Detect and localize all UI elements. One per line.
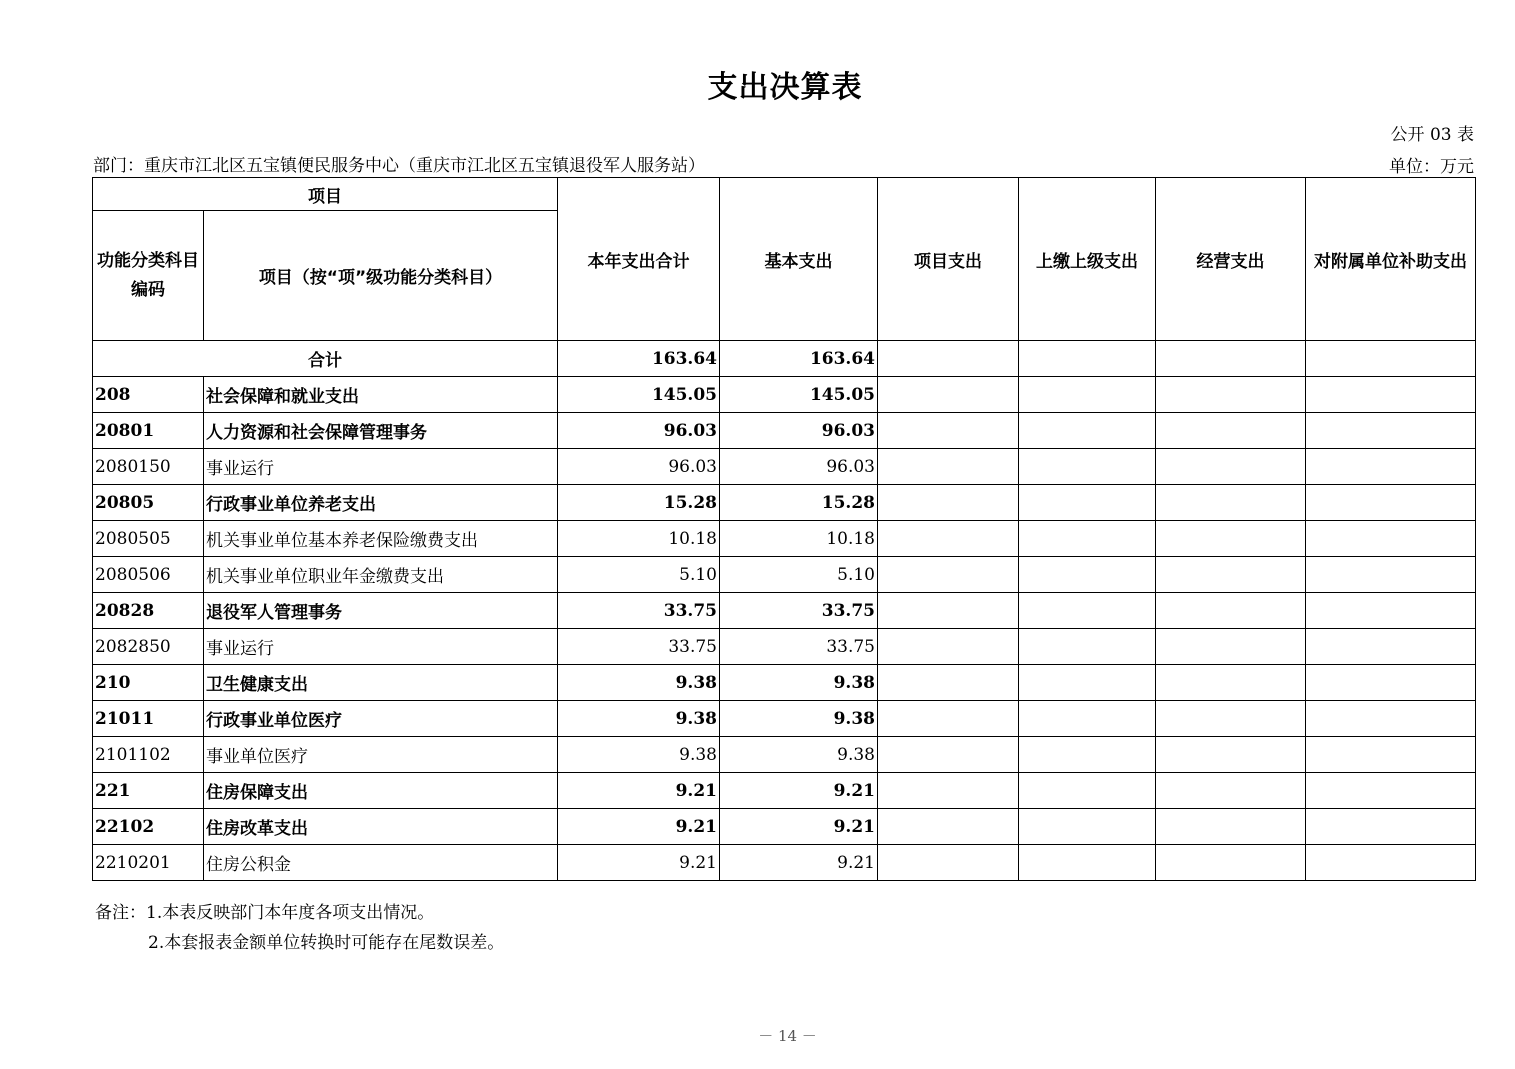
total-cell: 9.38 bbox=[558, 737, 720, 773]
basic-cell: 33.75 bbox=[720, 629, 878, 665]
empty-cell bbox=[878, 629, 1019, 665]
total-cell: 9.21 bbox=[558, 773, 720, 809]
empty-cell bbox=[878, 521, 1019, 557]
empty-cell bbox=[1156, 593, 1306, 629]
name-cell: 行政事业单位养老支出 bbox=[204, 485, 558, 521]
empty-cell bbox=[878, 413, 1019, 449]
total-cell: 15.28 bbox=[558, 485, 720, 521]
name-cell: 住房改革支出 bbox=[204, 809, 558, 845]
header-basic: 基本支出 bbox=[720, 178, 878, 341]
empty-cell bbox=[878, 485, 1019, 521]
empty-cell bbox=[1019, 521, 1156, 557]
empty-cell bbox=[1019, 665, 1156, 701]
code-cell: 2210201 bbox=[93, 845, 204, 881]
total-cell: 96.03 bbox=[558, 449, 720, 485]
header-subsidiary: 对附属单位补助支出 bbox=[1306, 178, 1476, 341]
empty-cell bbox=[1156, 773, 1306, 809]
basic-cell: 15.28 bbox=[720, 485, 878, 521]
basic-cell: 145.05 bbox=[720, 377, 878, 413]
name-cell: 退役军人管理事务 bbox=[204, 593, 558, 629]
form-number: 公开 03 表 bbox=[1390, 125, 1474, 145]
name-cell: 行政事业单位医疗 bbox=[204, 701, 558, 737]
empty-cell bbox=[1156, 809, 1306, 845]
code-cell: 21011 bbox=[93, 701, 204, 737]
empty-cell bbox=[1156, 665, 1306, 701]
total-cell: 5.10 bbox=[558, 557, 720, 593]
empty-cell bbox=[1019, 593, 1156, 629]
empty-cell bbox=[1156, 521, 1306, 557]
empty-cell bbox=[878, 593, 1019, 629]
empty-cell bbox=[1019, 845, 1156, 881]
empty-cell bbox=[1156, 485, 1306, 521]
table-row bbox=[93, 773, 1476, 809]
empty-cell bbox=[1306, 665, 1476, 701]
empty-cell bbox=[1156, 845, 1306, 881]
empty-cell bbox=[1156, 449, 1306, 485]
basic-cell: 96.03 bbox=[720, 413, 878, 449]
code-cell: 22102 bbox=[93, 809, 204, 845]
empty-cell bbox=[878, 737, 1019, 773]
table-row bbox=[93, 377, 1476, 413]
total-row bbox=[93, 341, 1476, 377]
empty-cell bbox=[1156, 737, 1306, 773]
total-cell: 10.18 bbox=[558, 521, 720, 557]
table-row bbox=[93, 845, 1476, 881]
expenditure-table bbox=[92, 177, 1476, 881]
total-cell: 9.21 bbox=[558, 809, 720, 845]
basic-cell: 9.38 bbox=[720, 701, 878, 737]
empty-cell bbox=[878, 665, 1019, 701]
basic-cell: 9.21 bbox=[720, 773, 878, 809]
empty-cell bbox=[878, 377, 1019, 413]
total-cell: 9.21 bbox=[558, 845, 720, 881]
empty-cell bbox=[1019, 629, 1156, 665]
page-title: 支出决算表 bbox=[707, 70, 863, 105]
empty-cell bbox=[1019, 485, 1156, 521]
table-row bbox=[93, 557, 1476, 593]
name-cell: 事业运行 bbox=[204, 449, 558, 485]
code-cell: 2101102 bbox=[93, 737, 204, 773]
basic-cell: 9.38 bbox=[720, 665, 878, 701]
empty-cell bbox=[878, 809, 1019, 845]
name-cell: 机关事业单位基本养老保险缴费支出 bbox=[204, 521, 558, 557]
empty-cell bbox=[878, 557, 1019, 593]
empty-cell bbox=[1019, 737, 1156, 773]
code-cell: 20805 bbox=[93, 485, 204, 521]
table-row bbox=[93, 701, 1476, 737]
empty-cell bbox=[1306, 845, 1476, 881]
basic-value: 163.64 bbox=[720, 341, 878, 377]
total-label: 合计 bbox=[93, 341, 558, 377]
code-cell: 221 bbox=[93, 773, 204, 809]
empty-cell bbox=[1306, 701, 1476, 737]
basic-cell: 33.75 bbox=[720, 593, 878, 629]
empty-cell bbox=[1019, 773, 1156, 809]
table-row bbox=[93, 521, 1476, 557]
code-cell: 208 bbox=[93, 377, 204, 413]
header-code: 功能分类科目编码 bbox=[93, 211, 204, 341]
table-row bbox=[93, 485, 1476, 521]
header-item: 项目（按“项”级功能分类科目） bbox=[204, 211, 558, 341]
table-row bbox=[93, 413, 1476, 449]
name-cell: 社会保障和就业支出 bbox=[204, 377, 558, 413]
code-cell: 2080150 bbox=[93, 449, 204, 485]
table-row bbox=[93, 593, 1476, 629]
basic-cell: 5.10 bbox=[720, 557, 878, 593]
header-project-expenditure: 项目支出 bbox=[878, 178, 1019, 341]
note-1: 备注：1.本表反映部门本年度各项支出情况。 bbox=[95, 903, 435, 923]
empty-cell bbox=[1019, 449, 1156, 485]
total-cell: 145.05 bbox=[558, 377, 720, 413]
empty-cell bbox=[1019, 701, 1156, 737]
empty-cell bbox=[1019, 377, 1156, 413]
empty-cell bbox=[1306, 737, 1476, 773]
empty-cell bbox=[1156, 377, 1306, 413]
name-cell: 住房保障支出 bbox=[204, 773, 558, 809]
total-cell: 9.38 bbox=[558, 701, 720, 737]
empty-cell bbox=[1306, 413, 1476, 449]
total-cell: 33.75 bbox=[558, 593, 720, 629]
empty-cell bbox=[878, 845, 1019, 881]
basic-cell: 10.18 bbox=[720, 521, 878, 557]
total-cell: 33.75 bbox=[558, 629, 720, 665]
code-cell: 2082850 bbox=[93, 629, 204, 665]
empty-cell bbox=[1019, 809, 1156, 845]
empty-cell bbox=[1156, 557, 1306, 593]
empty-cell bbox=[1306, 377, 1476, 413]
name-cell: 住房公积金 bbox=[204, 845, 558, 881]
empty-cell bbox=[1306, 521, 1476, 557]
header-project: 项目 bbox=[93, 178, 558, 211]
empty-cell bbox=[1019, 557, 1156, 593]
note-2: 2.本套报表金额单位转换时可能存在尾数误差。 bbox=[148, 933, 505, 953]
unit-label: 单位：万元 bbox=[1389, 157, 1474, 177]
table-row bbox=[93, 449, 1476, 485]
empty-cell bbox=[878, 701, 1019, 737]
name-cell: 人力资源和社会保障管理事务 bbox=[204, 413, 558, 449]
empty-cell bbox=[1156, 701, 1306, 737]
total-cell: 9.38 bbox=[558, 665, 720, 701]
name-cell: 卫生健康支出 bbox=[204, 665, 558, 701]
empty-cell bbox=[878, 773, 1019, 809]
empty-cell bbox=[1306, 593, 1476, 629]
table-row bbox=[93, 809, 1476, 845]
total-value: 163.64 bbox=[558, 341, 720, 377]
name-cell: 机关事业单位职业年金缴费支出 bbox=[204, 557, 558, 593]
page-number: － 14 － bbox=[758, 1027, 817, 1045]
empty-cell bbox=[1019, 413, 1156, 449]
code-cell: 210 bbox=[93, 665, 204, 701]
empty-cell bbox=[1306, 557, 1476, 593]
basic-cell: 9.21 bbox=[720, 845, 878, 881]
department-label: 部门：重庆市江北区五宝镇便民服务中心（重庆市江北区五宝镇退役军人服务站） bbox=[93, 156, 705, 176]
name-cell: 事业单位医疗 bbox=[204, 737, 558, 773]
total-cell: 96.03 bbox=[558, 413, 720, 449]
empty-cell bbox=[1306, 629, 1476, 665]
code-cell: 2080506 bbox=[93, 557, 204, 593]
header-total: 本年支出合计 bbox=[558, 178, 720, 341]
code-cell: 20828 bbox=[93, 593, 204, 629]
basic-cell: 9.38 bbox=[720, 737, 878, 773]
name-cell: 事业运行 bbox=[204, 629, 558, 665]
empty-cell bbox=[1306, 809, 1476, 845]
empty-cell bbox=[1306, 485, 1476, 521]
table-row bbox=[93, 737, 1476, 773]
empty-cell bbox=[1156, 629, 1306, 665]
empty-cell bbox=[1306, 773, 1476, 809]
header-operating: 经营支出 bbox=[1156, 178, 1306, 341]
empty-cell bbox=[878, 449, 1019, 485]
empty-cell bbox=[1156, 413, 1306, 449]
code-cell: 20801 bbox=[93, 413, 204, 449]
table-row bbox=[93, 665, 1476, 701]
basic-cell: 96.03 bbox=[720, 449, 878, 485]
empty-cell bbox=[1306, 449, 1476, 485]
basic-cell: 9.21 bbox=[720, 809, 878, 845]
header-upper-level: 上缴上级支出 bbox=[1019, 178, 1156, 341]
table-row bbox=[93, 629, 1476, 665]
code-cell: 2080505 bbox=[93, 521, 204, 557]
